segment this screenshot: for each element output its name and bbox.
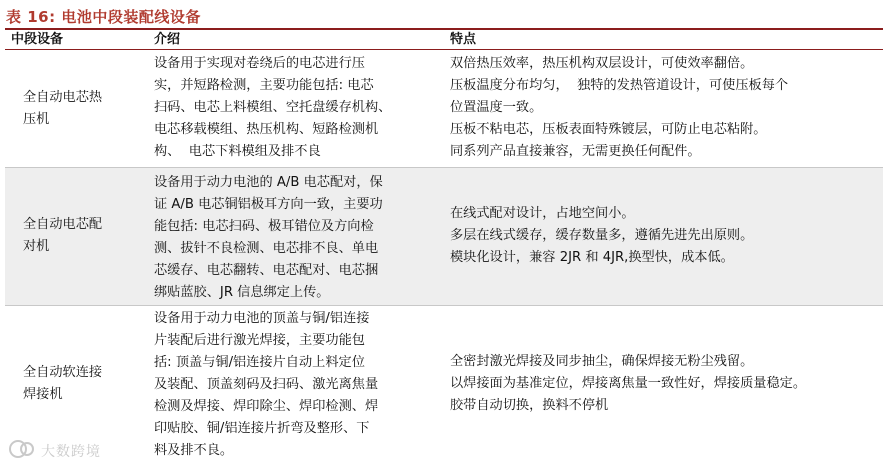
table-row xyxy=(5,168,883,306)
intro-line: 测、拔针不良检测、电芯排不良、单电 xyxy=(154,241,379,256)
table-header-row xyxy=(5,28,883,50)
equipment-intro xyxy=(154,172,383,304)
feature-line: 全密封激光焊接及同步抽尘，确保焊接无粉尘残留。 xyxy=(450,354,754,369)
equipment-name-line: 焊接机 xyxy=(23,387,63,402)
header-features: 特点 xyxy=(450,32,477,47)
feature-line: 以焊接面为基准定位，焊接离焦量一致性好，焊接质量稳定。 xyxy=(450,376,807,391)
equipment-name-line: 全自动电芯热 xyxy=(23,90,103,105)
intro-line: 实，并短路检测，主要功能包括: 电芯 xyxy=(154,78,374,93)
intro-line: 芯缓存、电芯翻转、电芯配对、电芯捆 xyxy=(154,263,379,278)
equipment-intro xyxy=(154,308,378,462)
intro-line: 证 A/B 电芯铜铝极耳方向一致，主要功 xyxy=(154,197,383,212)
equipment-features xyxy=(450,351,806,417)
table-title: 表 16: 电池中段装配线设备 xyxy=(6,8,201,26)
feature-line: 压板不粘电芯，压板表面特殊镀层，可防止电芯粘附。 xyxy=(450,122,767,137)
feature-line: 在线式配对设计，占地空间小。 xyxy=(450,206,635,221)
table-row xyxy=(5,306,883,465)
intro-line: 设备用于动力电池的顶盖与铜/铝连接 xyxy=(154,311,370,326)
intro-line: 印贴胶、铜/铝连接片折弯及整形、下 xyxy=(154,421,370,436)
header-intro: 介绍 xyxy=(154,32,181,47)
feature-line: 位置温度一致。 xyxy=(450,100,543,115)
equipment-features xyxy=(450,53,788,163)
intro-line: 扫码、电芯上料模组、空托盘缓存机构、 xyxy=(154,100,392,115)
intro-line: 设备用于实现对卷绕后的电芯进行压 xyxy=(154,56,365,71)
intro-line: 设备用于动力电池的 A/B 电芯配对，保 xyxy=(154,175,383,190)
intro-line: 括: 顶盖与铜/铝连接片自动上料定位 xyxy=(154,355,365,370)
feature-line: 压板温度分布均匀， 独特的发热管道设计，可使压板每个 xyxy=(450,78,789,93)
intro-line: 片装配后进行激光焊接，主要功能包 xyxy=(154,333,365,348)
equipment-name xyxy=(23,87,102,131)
watermark xyxy=(8,440,101,462)
feature-line: 胶带自动切换，换料不停机 xyxy=(450,398,609,413)
intro-line: 绑贴蓝胶、JR 信息绑定上传。 xyxy=(154,285,330,300)
header-equipment: 中段设备 xyxy=(11,32,64,47)
feature-line: 同系列产品直接兼容，无需更换任何配件。 xyxy=(450,144,701,159)
equipment-name xyxy=(23,214,102,258)
equipment-name-line: 压机 xyxy=(23,112,50,127)
intro-line: 及装配、顶盖刻码及扫码、激光离焦量 xyxy=(154,377,379,392)
table-row xyxy=(5,50,883,168)
equipment-name-line: 全自动软连接 xyxy=(23,365,103,380)
equipment-features xyxy=(450,203,753,269)
brand-logo-icon xyxy=(8,439,38,463)
intro-line: 构、 电芯下料模组及排不良 xyxy=(154,144,321,159)
equipment-intro xyxy=(154,53,391,163)
feature-line: 双倍热压效率，热压机构双层设计，可使效率翻倍。 xyxy=(450,56,754,71)
watermark-text: 大数跨境 xyxy=(41,444,101,460)
equipment-name-line: 全自动电芯配 xyxy=(23,217,103,232)
feature-line: 多层在线式缓存，缓存数量多，遵循先进先出原则。 xyxy=(450,228,754,243)
equipment-table xyxy=(5,28,883,465)
intro-line: 料及排不良。 xyxy=(154,443,234,458)
intro-line: 能包括: 电芯扫码、极耳错位及方向检 xyxy=(154,219,374,234)
feature-line: 模块化设计，兼容 2JR 和 4JR,换型快，成本低。 xyxy=(450,250,734,265)
equipment-name xyxy=(23,362,102,406)
intro-line: 电芯移载模组、热压机构、短路检测机 xyxy=(154,122,379,137)
intro-line: 检测及焊接、焊印除尘、焊印检测、焊 xyxy=(154,399,379,414)
equipment-name-line: 对机 xyxy=(23,239,50,254)
